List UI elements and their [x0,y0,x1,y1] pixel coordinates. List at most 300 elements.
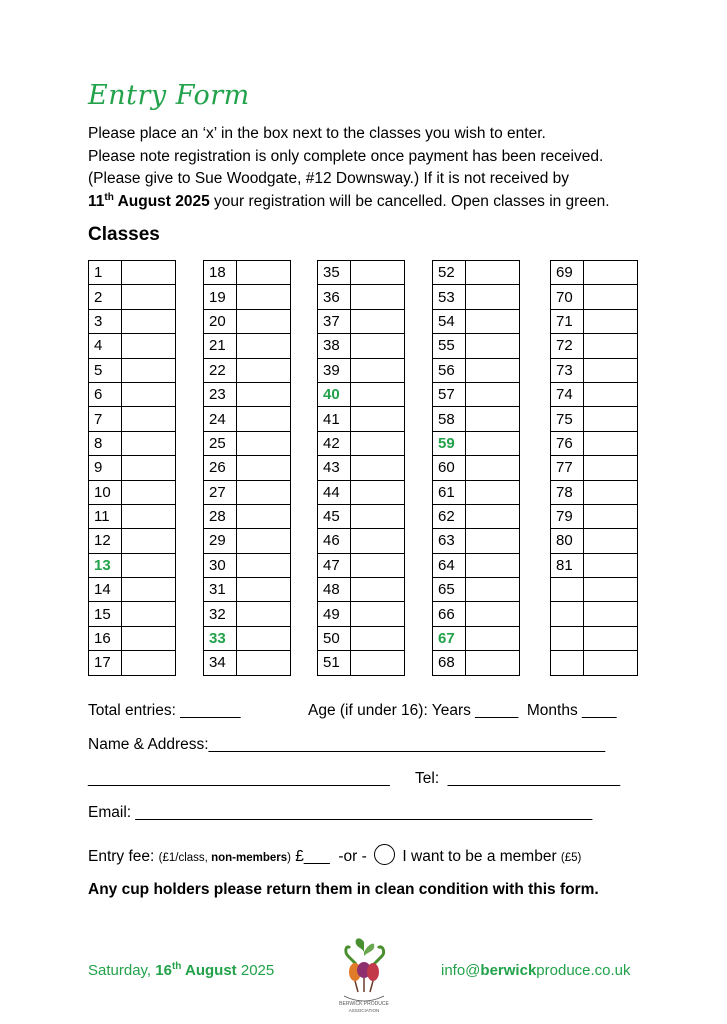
class-row [433,626,520,650]
class-entry-box[interactable] [584,309,638,333]
class-number: 3 [89,309,122,333]
class-entry-box[interactable] [584,407,638,431]
classes-heading: Classes [88,224,160,245]
footer-date-year: 2025 [236,962,275,979]
intro-line-2: Please note registration is only complete once payment has been received. [88,147,604,165]
footer-date-prefix: Saturday, [88,962,156,979]
class-entry-box[interactable] [237,431,291,455]
email-field[interactable]: Email: _____________________________________________________ [88,804,593,821]
total-entries-field[interactable]: Total entries: _______ [88,702,241,719]
class-number: 81 [551,553,584,577]
entry-fee-line [88,844,581,866]
class-number: 40 [318,382,351,406]
class-row [318,529,405,553]
class-number: 22 [204,358,237,382]
tel-field[interactable]: Tel: ____________________ [415,770,621,787]
class-row [551,285,638,309]
class-number: 24 [204,407,237,431]
form-title: Entry Form [88,80,250,111]
class-number: 12 [89,529,122,553]
class-entry-box[interactable] [466,358,520,382]
class-row [204,480,291,504]
class-number: 13 [89,553,122,577]
class-row [318,553,405,577]
class-entry-box[interactable] [584,529,638,553]
class-number: 42 [318,431,351,455]
intro-text [88,123,678,213]
class-entry-box[interactable] [466,480,520,504]
age-field[interactable]: Age (if under 16): Years _____ Months ____ [308,702,617,719]
class-row [89,407,176,431]
class-entry-box[interactable] [237,504,291,528]
class-row [204,626,291,650]
class-entry-box[interactable] [351,334,405,358]
cup-holders-note: Any cup holders please return them in clean condition with this form. [88,881,599,898]
class-number: 11 [89,504,122,528]
class-entry-box[interactable] [122,602,176,626]
logo-leaf [364,944,374,956]
class-row [318,358,405,382]
class-row [551,358,638,382]
class-number: 14 [89,578,122,602]
class-number: 30 [204,553,237,577]
class-number: 47 [318,553,351,577]
class-entry-box[interactable] [122,529,176,553]
class-row [433,480,520,504]
class-entry-box[interactable] [122,626,176,650]
class-row [204,578,291,602]
class-number: 57 [433,382,466,406]
class-entry-box[interactable] [122,431,176,455]
class-entry-box[interactable] [122,407,176,431]
class-row [551,504,638,528]
class-entry-box[interactable] [237,382,291,406]
class-row [318,504,405,528]
class-entry-box[interactable] [466,285,520,309]
class-row [318,334,405,358]
member-text: I want to be a member [398,848,561,865]
class-number: 35 [318,261,351,285]
class-number: 46 [318,529,351,553]
class-row [204,431,291,455]
footer-email-prefix: info@ [441,962,481,979]
class-number: 36 [318,285,351,309]
class-entry-box[interactable] [237,358,291,382]
fee-rate-members: non-members [211,852,288,864]
class-entry-box[interactable] [237,578,291,602]
class-entry-box[interactable] [351,309,405,333]
class-entry-box[interactable] [584,651,638,675]
class-number: 75 [551,407,584,431]
class-entry-box[interactable] [122,285,176,309]
class-entry-box[interactable] [122,456,176,480]
logo-text-line1: BERWICK PRODUCE [339,1001,389,1007]
membership-checkbox[interactable] [374,844,395,865]
class-row [551,334,638,358]
class-number: 7 [89,407,122,431]
class-entry-box[interactable] [351,261,405,285]
class-number: 8 [89,431,122,455]
class-number: 79 [551,504,584,528]
logo-roots [355,978,373,992]
class-row [433,309,520,333]
class-entry-box[interactable] [351,382,405,406]
class-row [89,578,176,602]
class-row [89,334,176,358]
class-row [551,261,638,285]
intro-line-4 [88,191,678,214]
class-row [204,334,291,358]
class-number: 37 [318,309,351,333]
class-entry-box[interactable] [466,504,520,528]
class-entry-box[interactable] [584,480,638,504]
class-row [89,504,176,528]
class-row [433,358,520,382]
class-row [551,626,638,650]
class-entry-box[interactable] [351,504,405,528]
class-entry-box[interactable] [237,309,291,333]
class-number: 45 [318,504,351,528]
intro-line-3: (Please give to Sue Woodgate, #12 Downsway.) If it is not received by [88,170,570,187]
class-entry-box[interactable] [351,626,405,650]
class-entry-box[interactable] [584,504,638,528]
class-column-2 [203,260,291,676]
class-row [551,529,638,553]
class-row [204,651,291,675]
class-row [89,626,176,650]
class-number: 20 [204,309,237,333]
class-entry-box[interactable] [351,651,405,675]
class-number: 9 [89,456,122,480]
class-number: 73 [551,358,584,382]
class-entry-box[interactable] [351,480,405,504]
class-entry-box[interactable] [351,285,405,309]
class-row [551,382,638,406]
logo-radish [367,963,379,981]
class-number: 10 [89,480,122,504]
class-entry-box[interactable] [466,382,520,406]
class-number: 66 [433,602,466,626]
class-row [318,261,405,285]
class-row [89,309,176,333]
class-entry-box[interactable] [351,407,405,431]
footer-date-suffix: th [171,961,182,972]
class-entry-box[interactable] [122,358,176,382]
class-row [204,382,291,406]
class-row [89,285,176,309]
fee-amount-field[interactable]: £___ -or - [290,848,372,865]
class-entry-box[interactable] [466,309,520,333]
class-entry-box[interactable] [584,334,638,358]
class-entry-box[interactable] [122,334,176,358]
class-number [551,578,584,602]
class-number: 71 [551,309,584,333]
logo-stem [346,947,356,964]
class-row [89,480,176,504]
class-entry-box[interactable] [351,602,405,626]
class-row [551,456,638,480]
class-row [204,358,291,382]
class-row [433,504,520,528]
class-entry-box[interactable] [122,504,176,528]
class-column-4 [432,260,520,676]
class-number: 28 [204,504,237,528]
class-row [204,261,291,285]
class-row [433,456,520,480]
class-entry-box[interactable] [237,407,291,431]
class-number: 56 [433,358,466,382]
intro-line-1: Please place an ‘x’ in the box next to the classes you wish to enter. [88,125,546,142]
class-number: 4 [89,334,122,358]
class-entry-box[interactable] [122,382,176,406]
class-number: 31 [204,578,237,602]
class-number: 1 [89,261,122,285]
class-number: 38 [318,334,351,358]
class-number: 18 [204,261,237,285]
class-number: 27 [204,480,237,504]
class-number: 41 [318,407,351,431]
class-number: 49 [318,602,351,626]
class-number: 54 [433,309,466,333]
class-number: 26 [204,456,237,480]
class-entry-box[interactable] [584,358,638,382]
class-row [318,626,405,650]
class-entry-box[interactable] [351,456,405,480]
class-number: 62 [433,504,466,528]
class-entry-box[interactable] [584,431,638,455]
class-row [204,309,291,333]
class-column-3 [317,260,405,676]
class-number: 25 [204,431,237,455]
class-number: 64 [433,553,466,577]
deadline-day: 11 [88,192,105,210]
class-number: 53 [433,285,466,309]
class-number: 58 [433,407,466,431]
class-number: 59 [433,431,466,455]
address-line-field[interactable]: ___________________________________ [88,770,390,787]
class-row [204,602,291,626]
class-number: 44 [318,480,351,504]
class-number: 33 [204,626,237,650]
class-entry-box[interactable] [237,456,291,480]
class-row [204,456,291,480]
class-entry-box[interactable] [584,578,638,602]
class-row [318,407,405,431]
class-entry-box[interactable] [122,553,176,577]
class-number: 68 [433,651,466,675]
footer-date-day: 16 [155,962,172,979]
class-number: 65 [433,578,466,602]
name-address-field[interactable]: Name & Address:______________________________________________ [88,736,606,753]
class-number: 2 [89,285,122,309]
fee-rate-close: ) [287,852,291,864]
class-entry-box[interactable] [466,456,520,480]
class-entry-box[interactable] [351,529,405,553]
class-entry-box[interactable] [584,285,638,309]
class-row [433,382,520,406]
class-entry-box[interactable] [237,553,291,577]
class-entry-box[interactable] [122,578,176,602]
class-entry-box[interactable] [237,651,291,675]
class-column-5 [550,260,638,676]
class-row [89,261,176,285]
footer-date-month: August [181,962,237,979]
class-entry-box[interactable] [584,261,638,285]
class-row [551,480,638,504]
class-row [204,529,291,553]
class-row [318,309,405,333]
class-number: 21 [204,334,237,358]
class-number: 17 [89,651,122,675]
class-entry-box[interactable] [466,602,520,626]
class-number: 51 [318,651,351,675]
footer-email-rest: produce.co.uk [536,962,631,979]
class-number: 15 [89,602,122,626]
class-row [433,578,520,602]
class-number: 78 [551,480,584,504]
class-entry-box[interactable] [122,651,176,675]
class-entry-box[interactable] [351,553,405,577]
class-entry-box[interactable] [351,431,405,455]
class-number: 69 [551,261,584,285]
class-row [433,602,520,626]
class-number: 67 [433,626,466,650]
class-entry-box[interactable] [237,261,291,285]
class-number: 77 [551,456,584,480]
class-number: 16 [89,626,122,650]
logo-stem [374,947,384,964]
class-row [551,431,638,455]
class-entry-box[interactable] [237,626,291,650]
class-entry-box[interactable] [351,578,405,602]
class-row [204,504,291,528]
class-number: 34 [204,651,237,675]
class-entry-box[interactable] [466,578,520,602]
class-row [204,285,291,309]
member-price: (£5) [560,852,582,864]
footer-email-bold: berwick [480,962,537,979]
class-row [433,651,520,675]
class-number: 48 [318,578,351,602]
class-row [204,553,291,577]
class-row [318,382,405,406]
logo-text-line2: ASSOCIATION [348,1008,380,1013]
class-number: 19 [204,285,237,309]
class-number: 52 [433,261,466,285]
class-entry-box[interactable] [584,602,638,626]
class-row [433,553,520,577]
class-row [89,382,176,406]
class-number: 70 [551,285,584,309]
class-entry-box[interactable] [122,261,176,285]
class-entry-box[interactable] [351,358,405,382]
class-row [433,407,520,431]
class-row [551,407,638,431]
fee-rate-open: (£1/class, [158,852,212,864]
class-row [433,334,520,358]
class-entry-box[interactable] [466,334,520,358]
class-number: 50 [318,626,351,650]
class-row [89,456,176,480]
class-entry-box[interactable] [122,309,176,333]
class-entry-box[interactable] [466,529,520,553]
class-row [551,309,638,333]
class-entry-box[interactable] [237,334,291,358]
logo-leaf [356,938,364,952]
class-entry-box[interactable] [466,407,520,431]
class-column-1 [88,260,176,676]
class-entry-box[interactable] [237,602,291,626]
footer-email[interactable] [441,962,631,979]
class-number: 60 [433,456,466,480]
class-entry-box[interactable] [237,285,291,309]
class-entry-box[interactable] [466,651,520,675]
class-row [89,553,176,577]
class-number: 39 [318,358,351,382]
class-row [204,407,291,431]
class-row [89,358,176,382]
class-entry-box[interactable] [466,553,520,577]
class-number: 55 [433,334,466,358]
class-entry-box[interactable] [237,529,291,553]
class-row [318,480,405,504]
class-number [551,651,584,675]
entry-fee-label: Entry fee: [88,848,159,865]
class-number: 74 [551,382,584,406]
footer-date [88,962,274,979]
deadline-suffix: th [104,191,114,203]
class-number: 61 [433,480,466,504]
class-number: 43 [318,456,351,480]
deadline-month-year: August 2025 [113,192,210,210]
class-number [551,602,584,626]
class-row [551,602,638,626]
intro-line-4-rest: your registration will be cancelled. Open classes in green. [209,192,610,210]
class-row [318,431,405,455]
class-row [89,651,176,675]
class-entry-box[interactable] [466,626,520,650]
class-number: 80 [551,529,584,553]
class-entry-box[interactable] [237,480,291,504]
class-row [89,529,176,553]
class-row [433,529,520,553]
class-number: 72 [551,334,584,358]
class-entry-box[interactable] [122,480,176,504]
class-entry-box[interactable] [584,382,638,406]
class-entry-box[interactable] [584,626,638,650]
class-number: 23 [204,382,237,406]
class-number: 32 [204,602,237,626]
class-row [551,553,638,577]
class-entry-box[interactable] [466,431,520,455]
class-row [318,651,405,675]
class-row [433,261,520,285]
berwick-produce-logo [336,934,392,1014]
class-row [318,285,405,309]
class-entry-box[interactable] [584,456,638,480]
class-number: 5 [89,358,122,382]
fee-rate [159,852,291,864]
class-row [318,602,405,626]
class-row [89,602,176,626]
class-row [89,431,176,455]
class-entry-box[interactable] [584,553,638,577]
class-number [551,626,584,650]
class-number: 63 [433,529,466,553]
class-row [551,578,638,602]
class-row [318,578,405,602]
class-entry-box[interactable] [466,261,520,285]
